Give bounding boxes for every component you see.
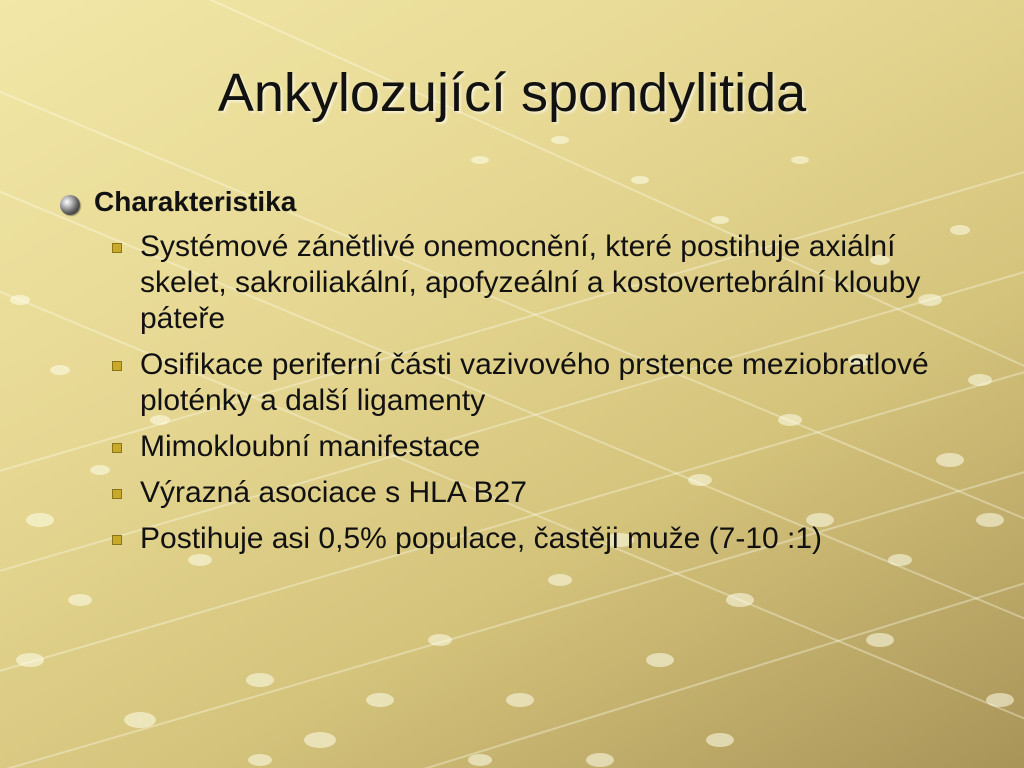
square-bullet-icon <box>112 443 122 453</box>
square-bullet-icon <box>112 489 122 499</box>
list-item <box>60 521 960 557</box>
list-item-text: Výrazná asociace s HLA B27 <box>140 475 527 509</box>
list-item-text: Osifikace periferní části vazivového prstence meziobratlové ploténky a další ligamenty <box>140 347 929 417</box>
slide-content <box>60 185 960 567</box>
list-item <box>60 475 960 511</box>
list-item-text: Postihuje asi 0,5% populace, častěji muže (7-10 :1) <box>140 521 823 555</box>
sphere-bullet-icon <box>60 195 80 215</box>
list-item <box>60 429 960 465</box>
heading-text: Charakteristika <box>94 186 297 217</box>
square-bullet-icon <box>112 535 122 545</box>
heading-item <box>60 185 960 219</box>
square-bullet-icon <box>112 243 122 253</box>
list-item-text: Mimokloubní manifestace <box>140 429 481 463</box>
list-item <box>60 229 960 337</box>
slide-title: Ankylozující spondylitida <box>217 63 807 123</box>
list-item-text: Systémové zánětlivé onemocnění, které postihuje axiální skelet, sakroiliakální, apofyzeální a kostovertebrální klouby páteře <box>140 229 921 335</box>
bullet-list <box>60 229 960 557</box>
list-item <box>60 347 960 419</box>
square-bullet-icon <box>112 361 122 371</box>
